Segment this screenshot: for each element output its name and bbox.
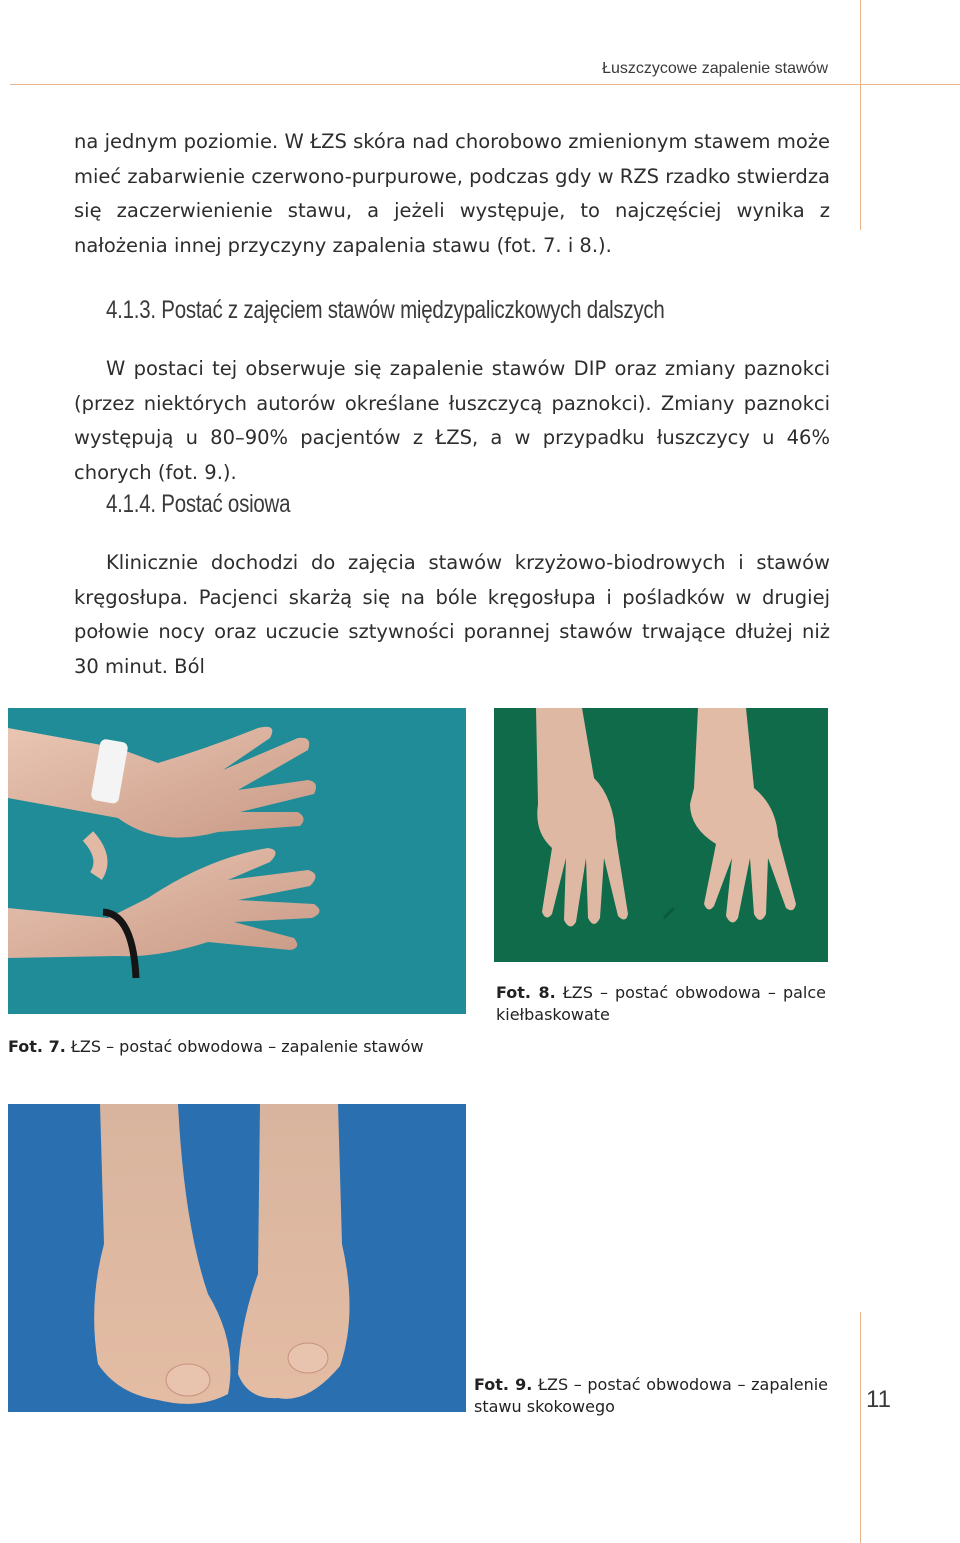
header-rule: [10, 84, 960, 85]
paragraph-intro-text: na jednym poziomie. W ŁZS skóra nad chorobowo zmienionym stawem może mieć zabarwienie czerwono-purpurowe, podczas gdy w RZS rzadko stwierdza się zaczerwienienie stawu, a jeżeli występuje, to najczęściej wynika z nałożenia innej przyczyny zapalenia stawu (fot. 7. i 8.).: [74, 130, 830, 257]
photo-hands-fig7: [8, 708, 466, 1014]
paragraph-axial: [74, 546, 830, 684]
caption-fig8-label: Fot. 8.: [496, 983, 556, 1002]
caption-fig9: [474, 1374, 828, 1418]
caption-fig7-text: ŁZS – postać obwodowa – zapalenie stawów: [70, 1037, 424, 1056]
photo-hands-fig8: [494, 708, 828, 962]
caption-fig9-label: Fot. 9.: [474, 1375, 533, 1394]
paragraph-dip: [74, 352, 830, 490]
caption-fig9-text: ŁZS – postać obwodowa – zapalenie stawu skokowego: [474, 1375, 829, 1416]
page-number: 11: [866, 1386, 891, 1413]
sausage-fingers-illustration: [494, 708, 828, 962]
photo-feet-fig9: [8, 1104, 466, 1412]
feet-illustration: [8, 1104, 466, 1412]
hands-illustration: [8, 708, 466, 1014]
paragraph-axial-text: Klinicznie dochodzi do zajęcia stawów krzyżowo-biodrowych i stawów kręgosłupa. Pacjenci skarżą się na bóle kręgosłupa i pośladków w drugiej połowie nocy oraz uczucie sztywności porannej stawów trwające dłużej niż 30 minut. Ból: [74, 551, 830, 678]
section-heading-4-1-3: 4.1.3. Postać z zajęciem stawów międzypaliczkowych dalszych: [106, 296, 665, 324]
footer-vertical-rule: [860, 1312, 861, 1543]
header-vertical-rule: [860, 0, 861, 230]
caption-fig7-label: Fot. 7.: [8, 1037, 66, 1056]
caption-fig7: [8, 1036, 468, 1058]
paragraph-dip-text: W postaci tej obserwuje się zapalenie stawów DIP oraz zmiany paznokci (przez niektórych autorów określane łuszczycą paznokci). Zmiany paznokci występują u 80–90% pacjentów z ŁZS, a w przypadku łuszczycy u 46% chorych (fot. 9.).: [74, 357, 830, 484]
caption-fig8-text: ŁZS – postać obwodowa – palce kiełbaskowate: [496, 983, 826, 1024]
section-heading-4-1-4: 4.1.4. Postać osiowa: [106, 490, 291, 518]
paragraph-intro: [74, 125, 830, 263]
caption-fig8: [496, 982, 826, 1026]
running-head: Łuszczycowe zapalenie stawów: [602, 60, 828, 77]
